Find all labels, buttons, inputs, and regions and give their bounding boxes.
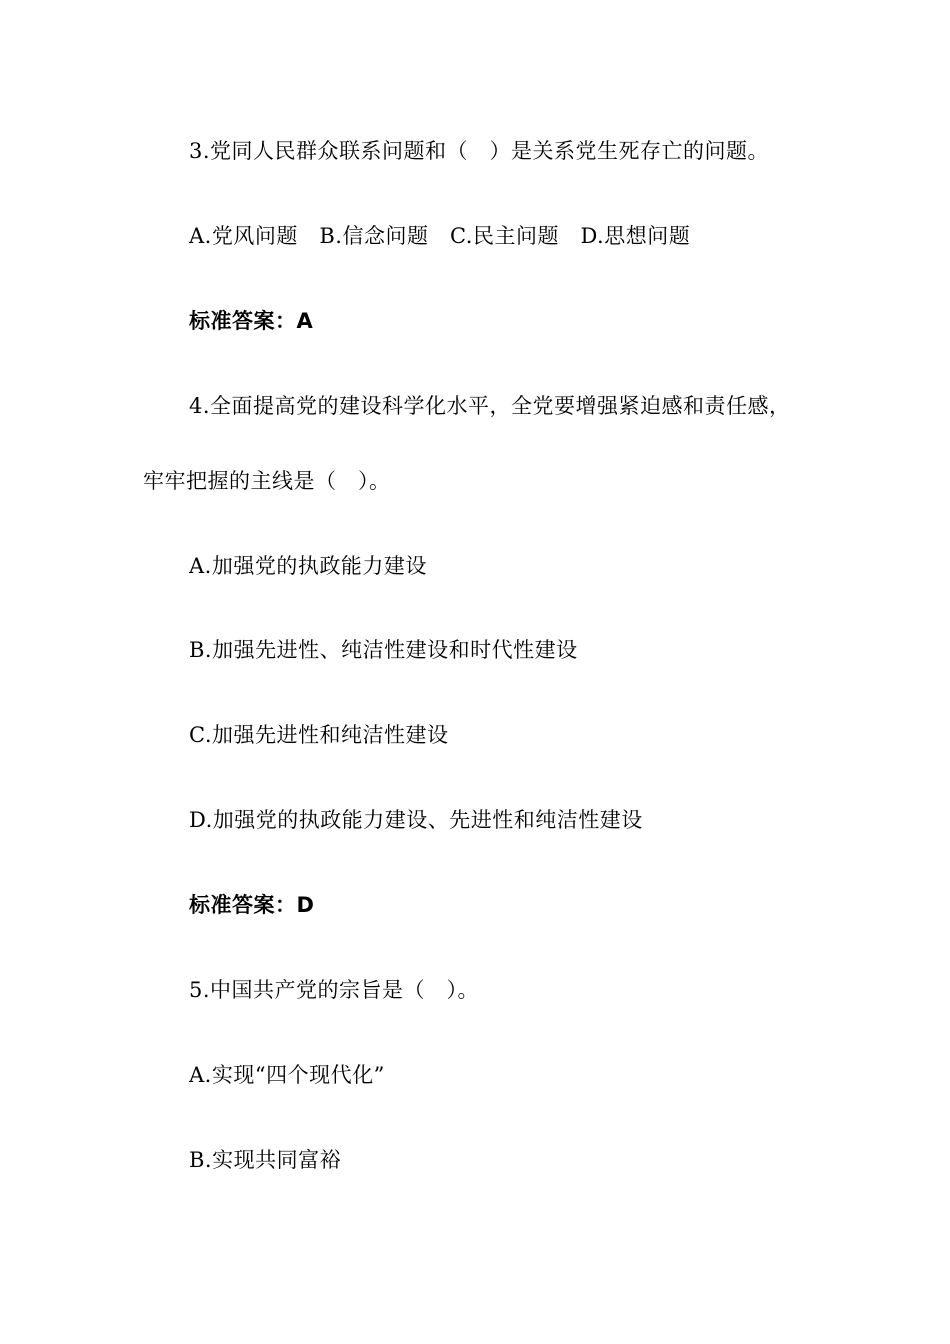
question-4-option-c: C.加强先进性和纯洁性建设	[189, 723, 449, 747]
question-5-text: 5.中国共产党的宗旨是（ ）。	[189, 978, 480, 1002]
question-4-option-d: D.加强党的执政能力建设、先进性和纯洁性建设	[189, 808, 643, 832]
question-3-options: A.党风问题 B.信念问题 C.民主问题 D.思想问题	[189, 224, 691, 248]
question-4-answer: 标准答案：D	[189, 893, 315, 917]
question-3-text: 3.党同人民群众联系问题和（ ）是关系党生死存亡的问题。	[189, 139, 770, 163]
question-5-option-b: B.实现共同富裕	[189, 1148, 342, 1172]
question-4-text-line-2: 牢牢把握的主线是（ ）。	[143, 469, 391, 493]
question-5-option-a: A.实现“四个现代化”	[189, 1063, 385, 1087]
question-4-option-b: B.加强先进性、纯洁性建设和时代性建设	[189, 638, 578, 662]
question-4-text-line-1: 4.全面提高党的建设科学化水平，全党要增强紧迫感和责任感，	[189, 394, 791, 418]
question-3-answer: 标准答案：A	[189, 309, 314, 333]
question-4-option-a: A.加强党的执政能力建设	[189, 554, 427, 578]
